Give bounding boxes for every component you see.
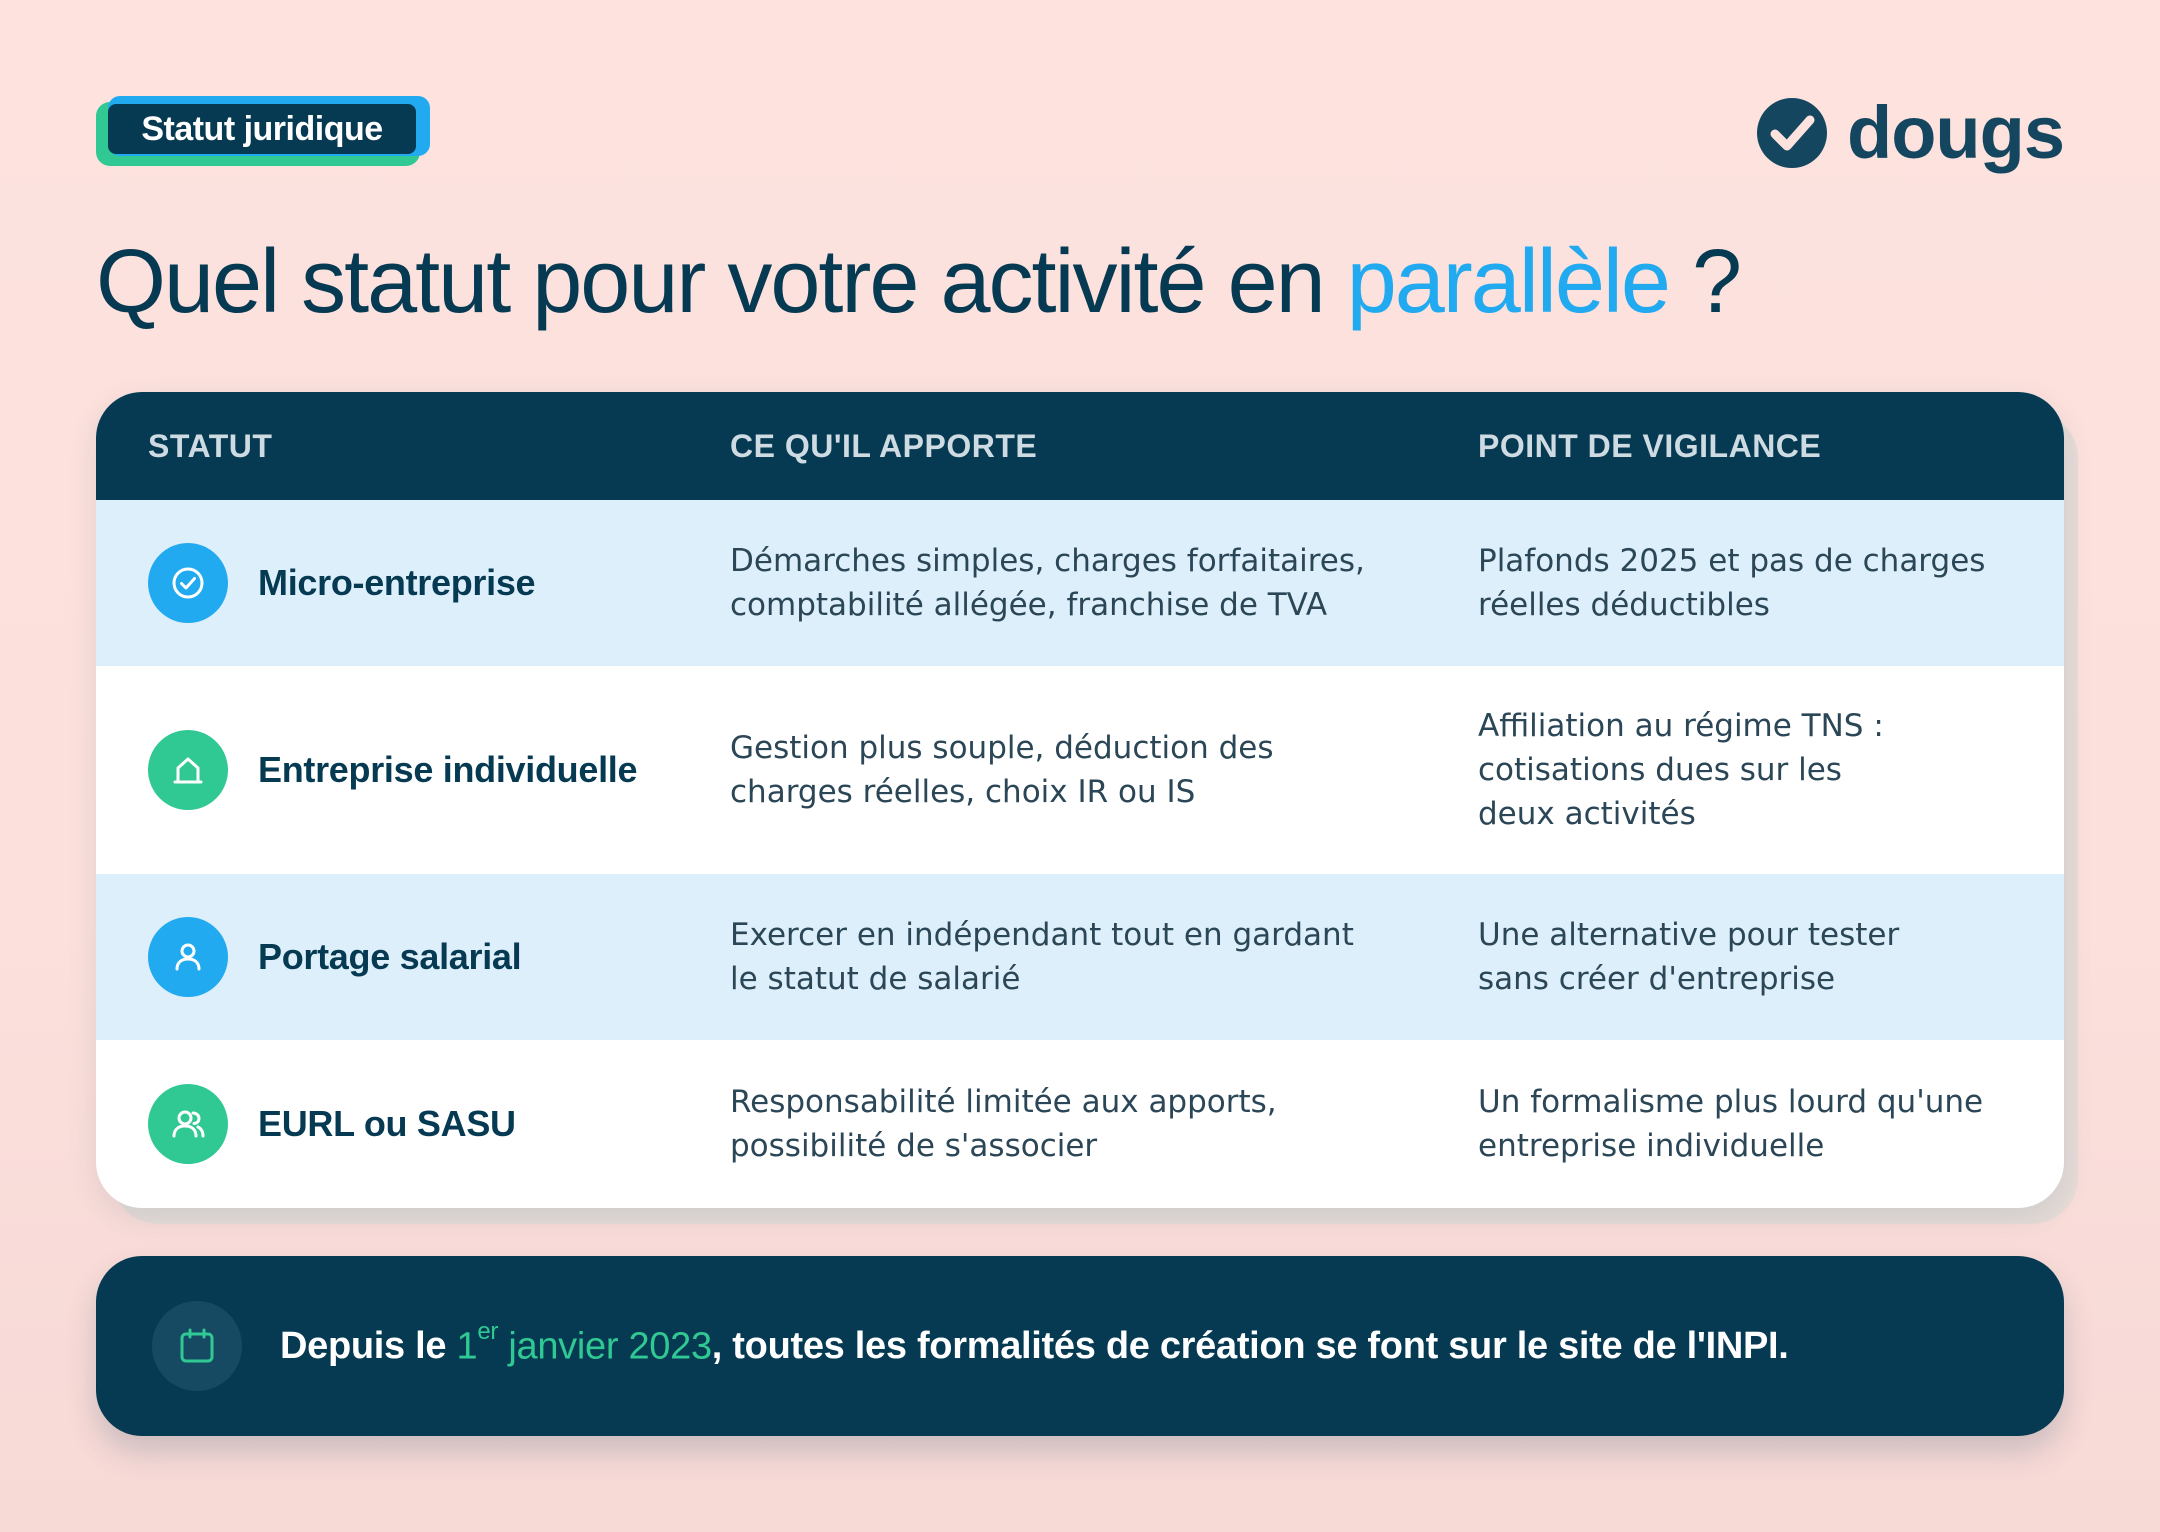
table-row <box>96 1040 2064 1208</box>
house-icon <box>148 730 228 810</box>
benefit-line: Démarches simples, charges forfaitaires, <box>730 543 1365 579</box>
benefit-cell <box>730 500 1370 666</box>
caution-line: réelles déductibles <box>1478 587 1770 623</box>
users-icon <box>148 1084 228 1164</box>
caution-line: Un formalisme plus lourd qu'une <box>1478 1084 1984 1120</box>
page-title <box>96 228 1740 336</box>
status-table <box>96 392 2064 1208</box>
benefit-line: Gestion plus souple, déduction des <box>730 730 1274 766</box>
caution-cell <box>1478 1040 2038 1208</box>
banner-suffix: , toutes les formalités de création se font sur le site de l'INPI. <box>711 1324 1789 1367</box>
tag-label: Statut juridique <box>108 104 416 154</box>
table-row <box>96 874 2064 1040</box>
caution-line: deux activités <box>1478 796 1696 832</box>
status-cell <box>148 1040 516 1208</box>
date-day: 1 <box>456 1325 478 1368</box>
check-circle-icon <box>148 543 228 623</box>
header-caution: POINT DE VIGILANCE <box>1478 427 1822 464</box>
title-text: Quel statut pour votre activité en <box>96 232 1347 332</box>
caution-line: entreprise individuelle <box>1478 1128 1825 1164</box>
title-accent: parallèle <box>1346 232 1669 332</box>
benefit-cell <box>730 874 1370 1040</box>
table-row <box>96 666 2064 874</box>
info-banner <box>96 1256 2064 1436</box>
status-name: Micro-entreprise <box>258 562 536 603</box>
logo-text: dougs <box>1847 91 2064 174</box>
benefit-line: charges réelles, choix IR ou IS <box>730 774 1196 810</box>
benefit-line: Exercer en indépendant tout en gardant <box>730 917 1354 953</box>
caution-line: sans créer d'entreprise <box>1478 961 1836 997</box>
caution-cell <box>1478 666 2038 874</box>
status-cell <box>148 666 637 874</box>
category-tag <box>96 96 434 170</box>
status-cell <box>148 500 535 666</box>
banner-message <box>280 1256 1789 1436</box>
calendar-icon <box>152 1301 242 1391</box>
banner-prefix: Depuis le <box>280 1324 457 1367</box>
banner-date <box>456 1317 712 1369</box>
table-header <box>96 392 2064 500</box>
benefit-line: possibilité de s'associer <box>730 1128 1098 1164</box>
date-ordinal: er <box>477 1317 499 1345</box>
header-benefit: CE QU'IL APPORTE <box>730 427 1038 464</box>
dougs-logo <box>1755 91 2064 174</box>
caution-cell <box>1478 500 2038 666</box>
status-name: EURL ou SASU <box>258 1103 516 1144</box>
table-row <box>96 500 2064 666</box>
date-month-year: janvier 2023 <box>498 1325 712 1368</box>
status-name: Entreprise individuelle <box>258 749 638 790</box>
caution-cell <box>1478 874 2038 1040</box>
benefit-line: Responsabilité limitée aux apports, <box>730 1084 1277 1120</box>
user-icon <box>148 917 228 997</box>
title-end: ? <box>1668 232 1740 332</box>
caution-line: Une alternative pour tester <box>1478 917 1900 953</box>
benefit-line: comptabilité allégée, franchise de TVA <box>730 587 1328 623</box>
caution-line: Plafonds 2025 et pas de charges <box>1478 543 1986 579</box>
caution-line: Affiliation au régime TNS : <box>1478 708 1884 744</box>
status-name: Portage salarial <box>258 936 522 977</box>
benefit-line: le statut de salarié <box>730 961 1021 997</box>
header-status: STATUT <box>148 427 273 464</box>
check-logo-icon <box>1755 96 1829 170</box>
benefit-cell <box>730 666 1370 874</box>
status-cell <box>148 874 521 1040</box>
caution-line: cotisations dues sur les <box>1478 752 1842 788</box>
benefit-cell <box>730 1040 1370 1208</box>
